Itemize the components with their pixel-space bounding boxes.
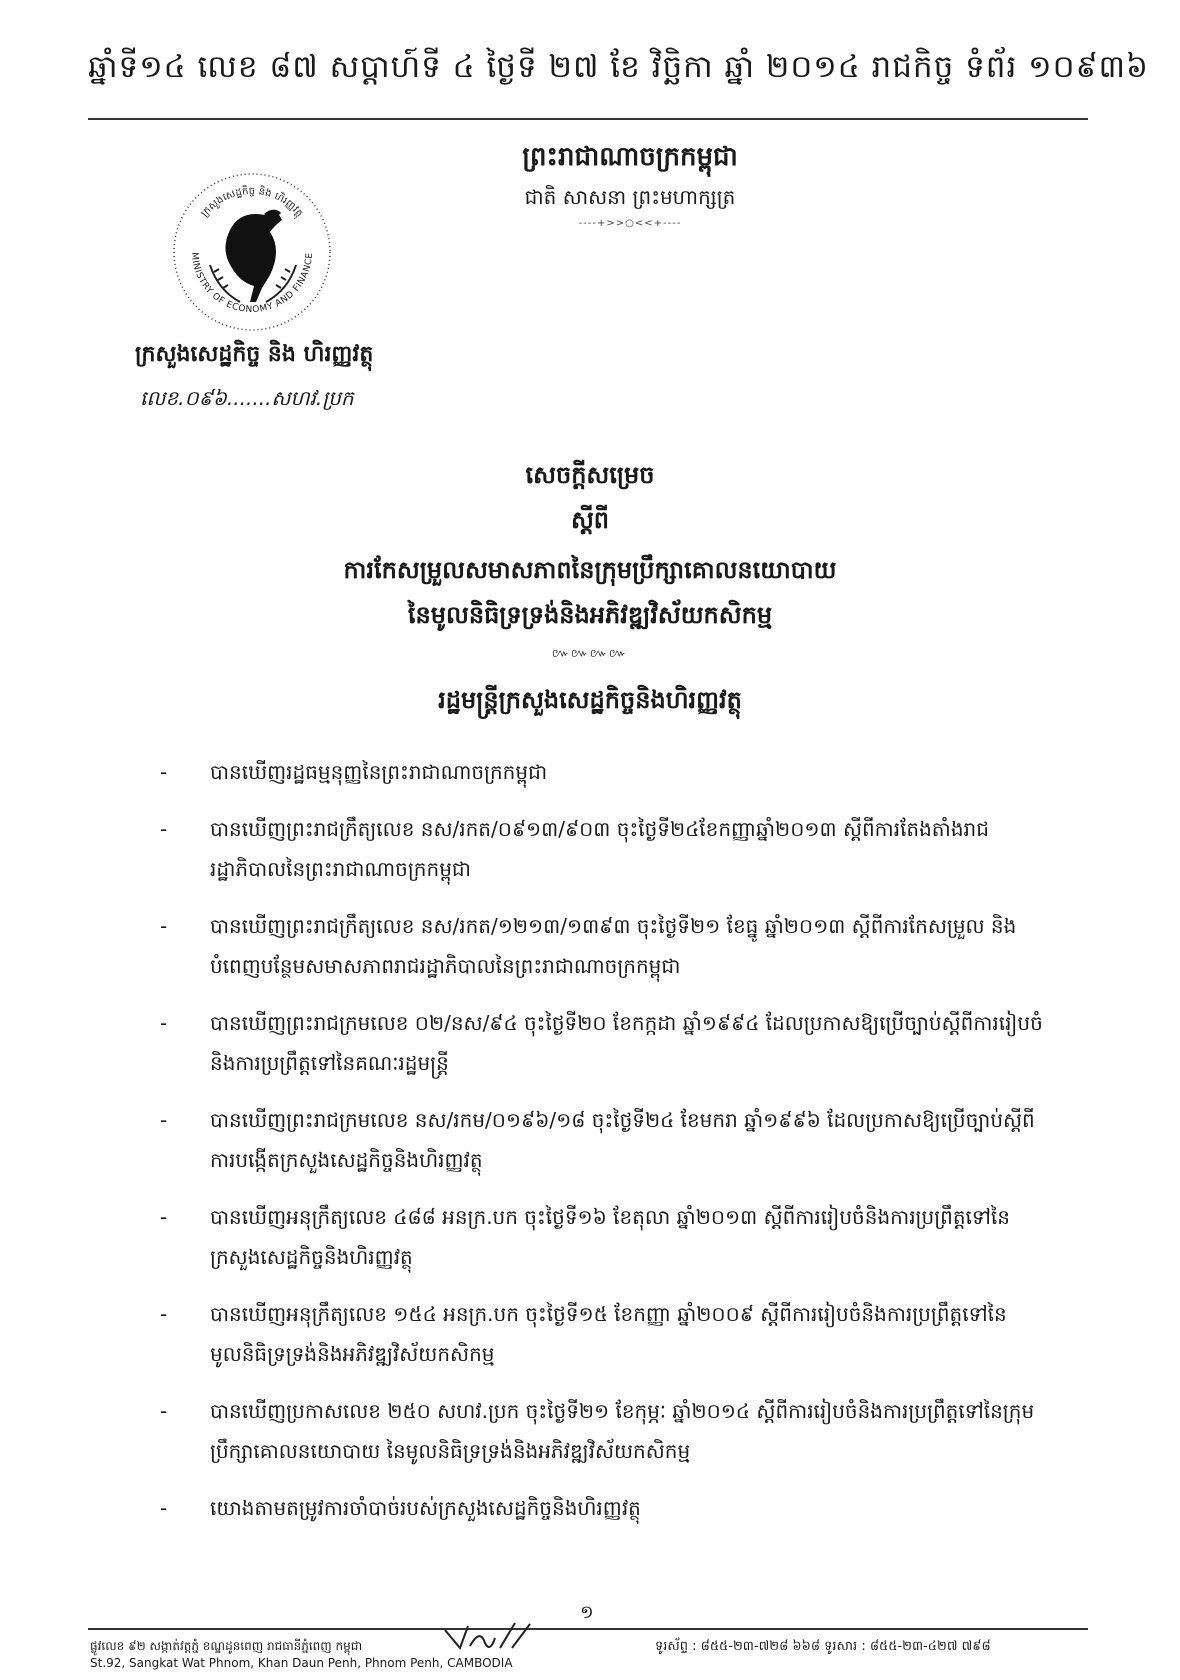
decision-subject-line-2: នៃមូលនិធិទ្រទ្រង់និងអភិវឌ្ឍវិស័យកសិកម្ម xyxy=(407,601,773,629)
clause-item: - បានឃើញអនុក្រឹត្យលេខ ១៥៤ អនក្រ.បក ចុះថ្ងៃទី១៥ ខែកញ្ញា ឆ្នាំ២០០៩ ស្តីពីការរៀបចំនិងការប្រព្រឹត្តទៅនៃមូលនិធិទ្រទ្រង់និងអភិវឌ្ឍវិស័យកសិកម្ម xyxy=(160,1294,1060,1374)
decision-title: សេចក្តីសម្រេច xyxy=(525,461,655,489)
title-ornament: ៚៚៚៚ xyxy=(552,646,628,660)
kingdom-motto: ជាតិ សាសនា ព្រះមហាក្សត្រ xyxy=(524,185,736,209)
clause-item: - បានឃើញរដ្ឋធម្មនុញ្ញនៃព្រះរាជាណាចក្រកម្ពុជា xyxy=(160,752,1060,792)
ministry-name: ក្រសួងសេដ្ឋកិច្ច និង ហិរញ្ញវត្ថុ xyxy=(135,342,374,367)
kingdom-ornament: ----+>>○<<+---- xyxy=(578,218,682,229)
kingdom-name: ព្រះរាជាណាចក្រកម្ពុជា xyxy=(522,142,738,172)
clause-item: - យោងតាមតម្រូវការចាំបាច់របស់ក្រសួងសេដ្ឋកិច្ចនិងហិរញ្ញវត្ថុ xyxy=(160,1488,1060,1528)
kingdom-block xyxy=(470,140,790,229)
decision-on: ស្តីពី xyxy=(570,506,610,534)
clause-item: - បានឃើញព្រះរាជក្រមលេខ នស/រកម/០១៩៦/១៨ ចុះថ្ងៃទី២៤ ខែមករា ឆ្នាំ១៩៩៦ ដែលប្រកាសឱ្យប្រើច្បាប់ស្តីពីការបង្កើតក្រសួងសេដ្ឋកិច្ចនិងហិរញ្ញវត្ថុ xyxy=(160,1100,1060,1180)
gazette-header: ឆ្នាំទី១៤ លេខ ៨៧ សប្តាហ៍ទី ៤ ថ្ងៃទី ២៧ ខែ វិច្ឆិកា ឆ្នាំ ២០១៤ រាជកិច្ច ទំព័រ ១០៩៣៦ xyxy=(88,49,1149,85)
clause-item: - បានឃើញព្រះរាជក្រមលេខ ០២/នស/៩៤ ចុះថ្ងៃទី២០ ខែកក្កដា ឆ្នាំ១៩៩៤ ដែលប្រកាសឱ្យប្រើច្បាប់ស្តីពីការរៀបចំនិងការប្រព្រឹត្តទៅនៃគណៈរដ្ឋមន្ត្រី xyxy=(160,1003,1060,1083)
clause-item: - បានឃើញព្រះរាជក្រឹត្យលេខ នស/រកត/០៩១៣/៩០៣ ចុះថ្ងៃទី២៤ខែកញ្ញាឆ្នាំ២០១៣ ស្តីពីការតែងតាំងរាជរដ្ឋាភិបាលនៃព្រះរាជាណាចក្រកម្ពុជា xyxy=(160,809,1060,889)
clause-item: - បានឃើញព្រះរាជក្រឹត្យលេខ នស/រកត/១២១៣/១៣៩៣ ចុះថ្ងៃទី២១ ខែធ្នូ ឆ្នាំ២០១៣ ស្តីពីការកែសម្រួល និងបំពេញបន្ថែមសមាសភាពរាជរដ្ឋាភិបាលនៃព្រះរាជាណាចក្រកម្ពុជា xyxy=(160,906,1060,986)
clause-list xyxy=(160,752,1060,1545)
svg-text:ក្រសួងសេដ្ឋកិច្ច និង ហិរញ្ញវត្: ក្រសួងសេដ្ឋកិច្ច និង ហិរញ្ញវត្ថុ xyxy=(199,185,305,220)
signature-icon xyxy=(440,1618,540,1658)
reference-number: លេខ.០៩៦.......សហវ.ប្រក xyxy=(140,386,354,410)
footer-address-km: ផ្លូវលេខ ៩២ សង្កាត់វត្តភ្នំ ខណ្ឌដូនពេញ រាជធានីភ្នំពេញ កម្ពុជា xyxy=(90,1639,363,1653)
footer-address-en: St.92, Sangkat Wat Phnom, Khan Daun Penh, Phnom Penh, CAMBODIA xyxy=(90,1656,513,1670)
footer-contact: ទូរស័ព្ទ : ៨៥៥-២៣-៧២៨ ៦៦៨ ទូរសារ : ៨៥៥-២៣-៤២៧ ៧៩៨ xyxy=(655,1639,991,1654)
footer-rule xyxy=(88,1628,1088,1630)
clause-item: - បានឃើញអនុក្រឹត្យលេខ ៤៨៨ អនក្រ.បក ចុះថ្ងៃទី១៦ ខែតុលា ឆ្នាំ២០១៣ ស្តីពីការរៀបចំនិងការប្រព្រឹត្តទៅនៃក្រសួងសេដ្ឋកិច្ចនិងហិរញ្ញវត្ថុ xyxy=(160,1197,1060,1277)
minister-title: រដ្ឋមន្ត្រីក្រសួងសេដ្ឋកិច្ចនិងហិរញ្ញវត្ថុ xyxy=(438,686,742,714)
decision-subject-line-1: ការកែសម្រួលសមាសភាពនៃក្រុមប្រឹក្សាគោលនយោបាយ xyxy=(343,556,837,584)
clause-item: - បានឃើញប្រកាសលេខ ២៥០ សហវ.ប្រក ចុះថ្ងៃទី២១ ខែកុម្ភៈ ឆ្នាំ២០១៤ ស្តីពីការរៀបចំនិងការប្រព្រឹត្តទៅនៃក្រុមប្រឹក្សាគោលនយោបាយ នៃមូលនិធិទ្រទ្រង់និងអភិវឌ្ឍវិស័យកសិកម្ម xyxy=(160,1391,1060,1471)
page-number: ១ xyxy=(580,1602,594,1623)
header-rule xyxy=(88,118,1088,120)
rooster-seal-icon xyxy=(170,170,335,335)
svg-text:MINISTRY OF ECONOMY AND FINANC: MINISTRY OF ECONOMY AND FINANCE xyxy=(188,251,316,316)
